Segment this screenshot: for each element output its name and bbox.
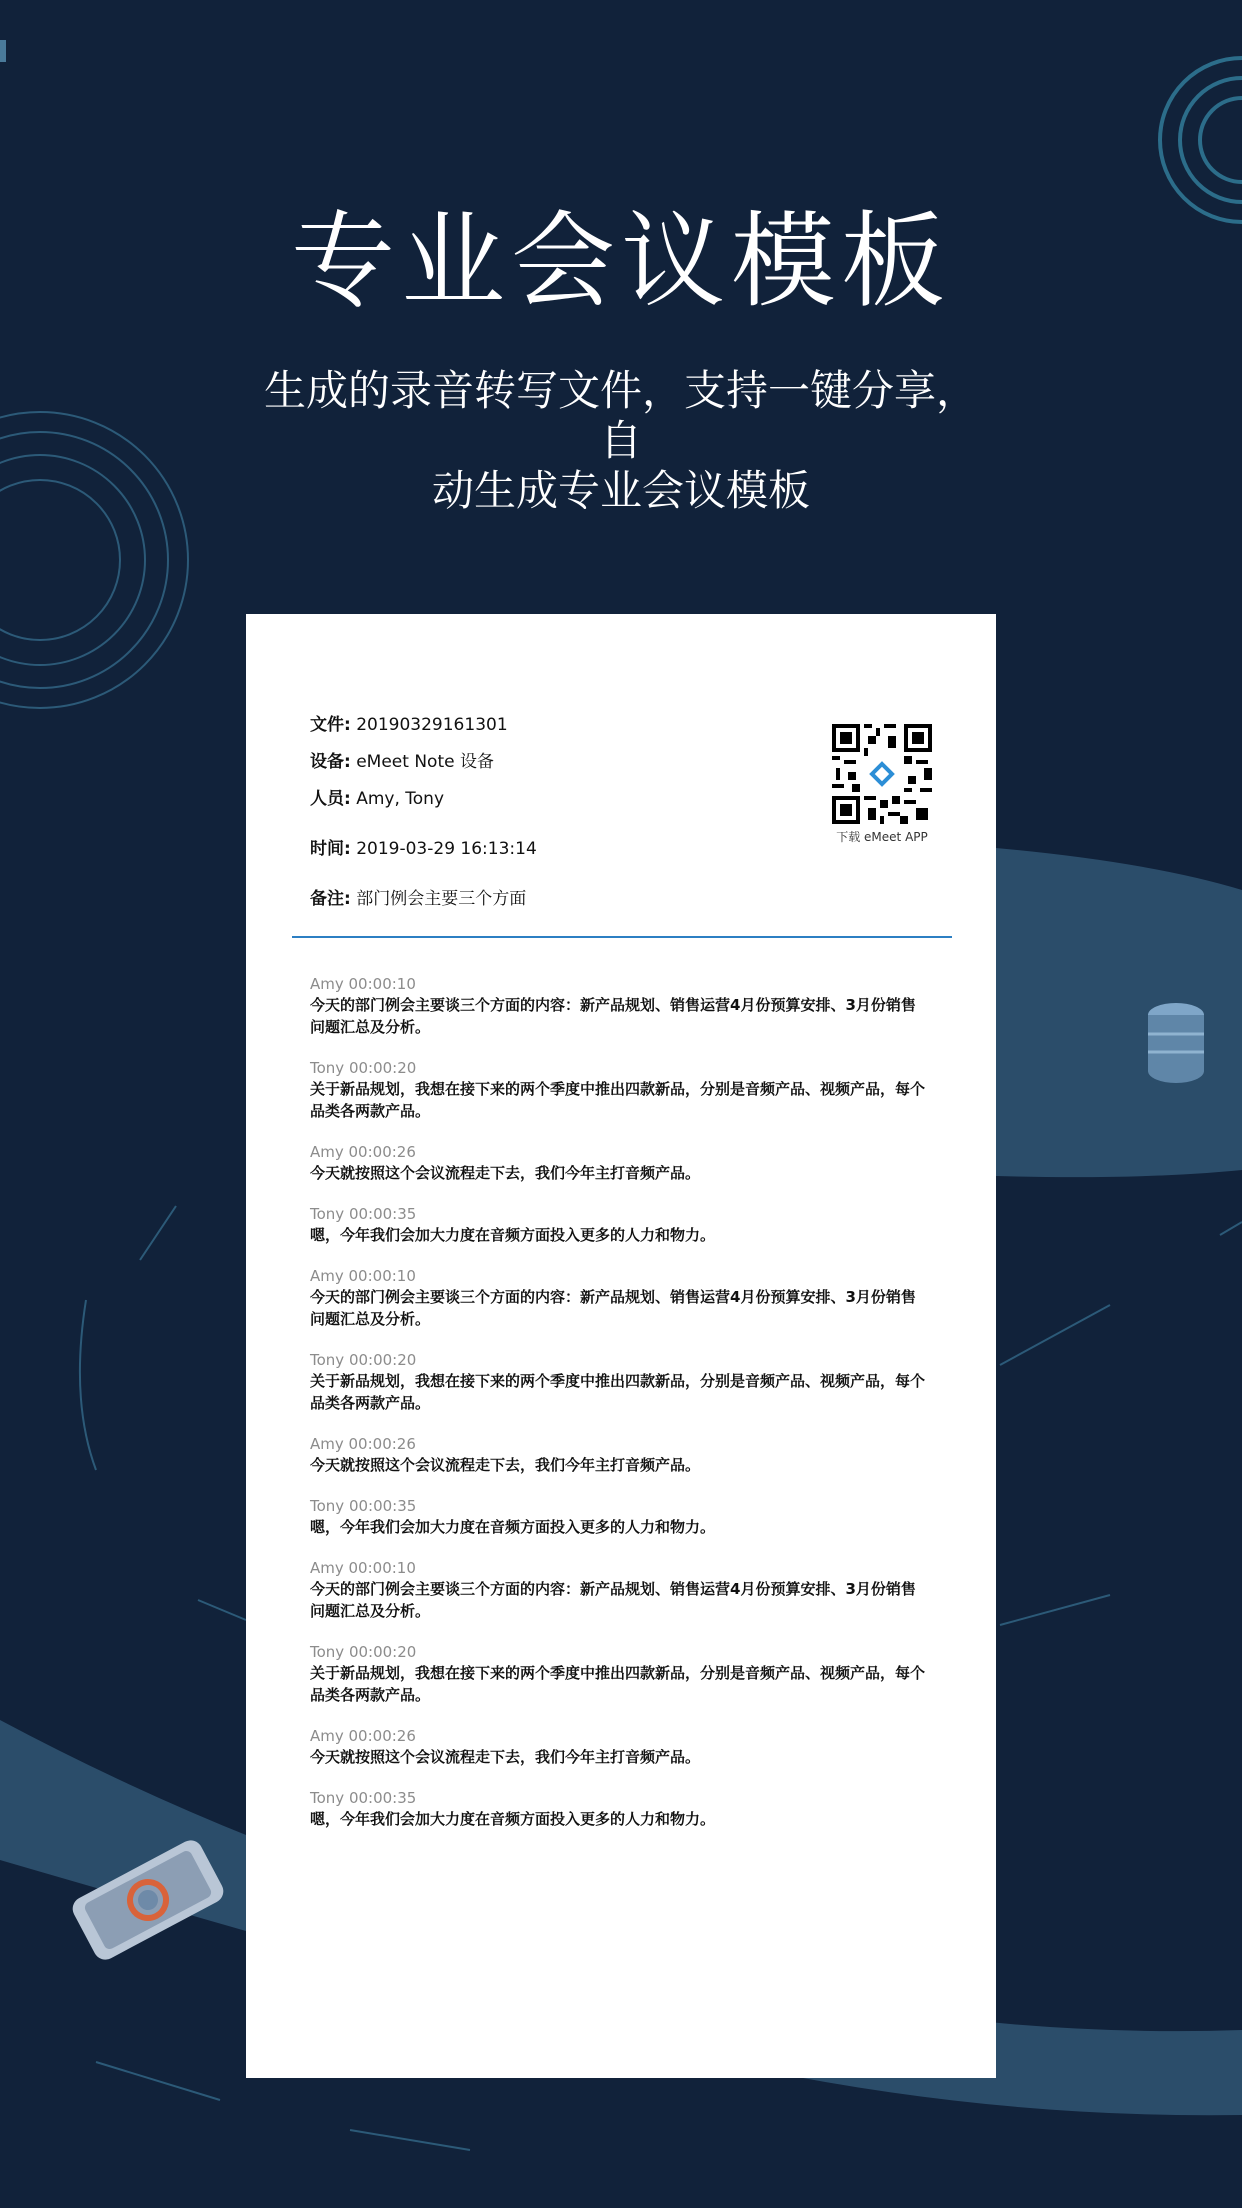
transcript-text: 关于新品规划，我想在接下来的两个季度中推出四款新品，分别是音频产品、视频产品，每个品类各两款产品。 (310, 1372, 926, 1412)
transcript-entry (310, 1204, 930, 1266)
time-row (310, 834, 537, 859)
transcript-text: 今天的部门例会主要谈三个方面的内容：新产品规划、销售运营4月份预算安排、3月份销售问题汇总及分析。 (310, 1580, 916, 1620)
device-value: eMeet Note 设备 (356, 752, 494, 772)
transcript-text: 嗯，今年我们会加大力度在音频方面投入更多的人力和物力。 (310, 1810, 716, 1828)
section-divider (292, 936, 952, 938)
speaker-timestamp: Amy 00:00:10 (310, 975, 416, 993)
transcript-text: 今天就按照这个会议流程走下去，我们今年主打音频产品。 (310, 1164, 701, 1182)
speaker-timestamp: Amy 00:00:26 (310, 1435, 416, 1453)
meeting-document (246, 614, 996, 2078)
file-label: 文件: (310, 715, 351, 735)
transcript-entry (310, 1788, 930, 1850)
speaker-timestamp: Tony 00:00:35 (310, 1789, 417, 1807)
file-value: 20190329161301 (356, 715, 508, 735)
qr-code-icon[interactable] (832, 724, 932, 824)
time-value: 2019-03-29 16:13:14 (356, 839, 537, 859)
transcript-entry (310, 1558, 930, 1642)
speaker-timestamp: Tony 00:00:20 (310, 1059, 417, 1077)
transcript-entry (310, 1350, 930, 1434)
transcript-entry (310, 1496, 930, 1558)
transcript-text: 关于新品规划，我想在接下来的两个季度中推出四款新品，分别是音频产品、视频产品，每个品类各两款产品。 (310, 1664, 926, 1704)
transcript-entry (310, 1642, 930, 1726)
transcript-text: 今天的部门例会主要谈三个方面的内容：新产品规划、销售运营4月份预算安排、3月份销售问题汇总及分析。 (310, 1288, 916, 1328)
transcript-entry (310, 1058, 930, 1142)
transcript-entry (310, 974, 930, 1058)
transcript-text: 关于新品规划，我想在接下来的两个季度中推出四款新品，分别是音频产品、视频产品，每个品类各两款产品。 (310, 1080, 926, 1120)
transcript-entry (310, 1726, 930, 1788)
note-value: 部门例会主要三个方面 (356, 889, 527, 909)
page-subtitle (251, 366, 991, 516)
transcript-list (310, 974, 930, 1850)
file-row (310, 710, 508, 735)
page-title: 专业会议模板 (290, 200, 951, 322)
subtitle-line-2: 动生成专业会议模板 (431, 466, 810, 515)
device-row (310, 747, 494, 772)
speaker-timestamp: Tony 00:00:20 (310, 1643, 417, 1661)
note-row (310, 884, 526, 909)
transcript-text: 今天就按照这个会议流程走下去，我们今年主打音频产品。 (310, 1456, 701, 1474)
people-label: 人员: (310, 789, 351, 809)
speaker-timestamp: Tony 00:00:35 (310, 1205, 417, 1223)
database-icon (1148, 1003, 1204, 1083)
transcript-entry (310, 1434, 930, 1496)
transcript-text: 今天的部门例会主要谈三个方面的内容：新产品规划、销售运营4月份预算安排、3月份销售问题汇总及分析。 (310, 996, 916, 1036)
people-value: Amy, Tony (356, 789, 445, 809)
transcript-entry (310, 1266, 930, 1350)
speaker-timestamp: Amy 00:00:10 (310, 1559, 416, 1577)
speaker-timestamp: Amy 00:00:26 (310, 1727, 416, 1745)
people-row (310, 784, 444, 809)
time-label: 时间: (310, 839, 351, 859)
subtitle-line-1: 生成的录音转写文件，支持一键分享，自 (263, 366, 978, 465)
note-label: 备注: (310, 889, 351, 909)
device-label: 设备: (310, 752, 351, 772)
transcript-text: 嗯，今年我们会加大力度在音频方面投入更多的人力和物力。 (310, 1226, 716, 1244)
qr-caption: 下载 eMeet APP (836, 830, 928, 844)
speaker-timestamp: Amy 00:00:10 (310, 1267, 416, 1285)
speaker-timestamp: Tony 00:00:20 (310, 1351, 417, 1369)
speaker-timestamp: Tony 00:00:35 (310, 1497, 417, 1515)
speaker-timestamp: Amy 00:00:26 (310, 1143, 416, 1161)
transcript-text: 嗯，今年我们会加大力度在音频方面投入更多的人力和物力。 (310, 1518, 716, 1536)
transcript-text: 今天就按照这个会议流程走下去，我们今年主打音频产品。 (310, 1748, 701, 1766)
transcript-entry (310, 1142, 930, 1204)
